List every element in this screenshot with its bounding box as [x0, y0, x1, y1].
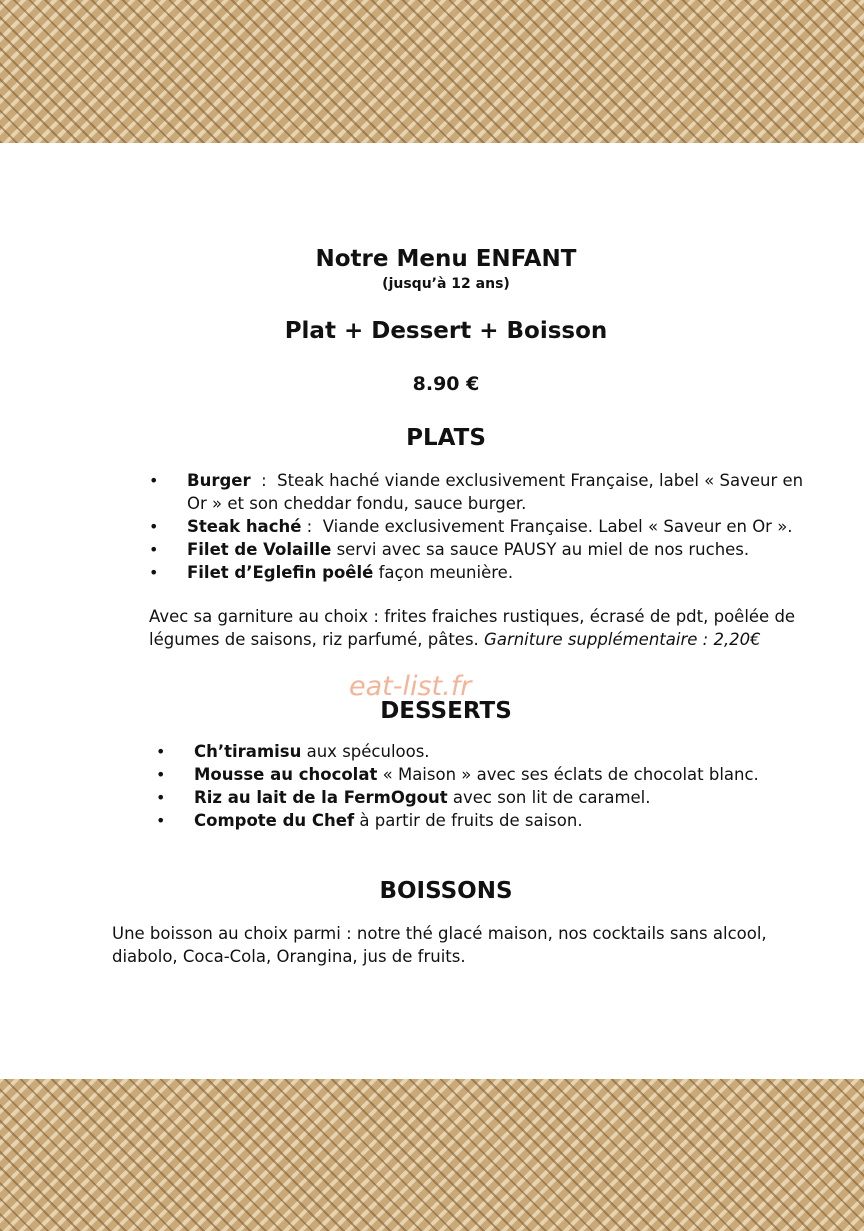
dish-separator: : [250, 471, 278, 490]
bullet-icon: • [149, 471, 159, 490]
list-item [156, 809, 834, 832]
dessert-name: Riz au lait de la FermOgout [194, 788, 448, 807]
bullet-icon: • [149, 540, 159, 559]
dish-description: Steak haché viande exclusivement Française, label « Saveur en Or » et son cheddar fondu, sauce burger. [187, 471, 804, 513]
dessert-description: « Maison » avec ses éclats de chocolat blanc. [382, 765, 759, 784]
dessert-description: aux spéculoos. [306, 742, 430, 761]
garniture-paragraph [149, 605, 829, 651]
desserts-heading: DESSERTS [380, 698, 512, 724]
dish-name: Filet d’Eglefin poêlé [187, 563, 374, 582]
menu-formula: Plat + Dessert + Boisson [284, 318, 608, 344]
woven-border-bottom [0, 1079, 864, 1231]
woven-border-top [0, 0, 864, 143]
plats-list [149, 469, 827, 584]
dish-description: Viande exclusivement Française. Label « Saveur en Or ». [322, 517, 793, 536]
bullet-icon: • [156, 811, 166, 830]
list-item [149, 538, 827, 561]
dish-name: Steak haché [187, 517, 302, 536]
watermark: eat-list.fr [349, 671, 472, 702]
bullet-icon: • [149, 517, 159, 536]
list-item [149, 469, 827, 515]
bullet-icon: • [156, 742, 166, 761]
list-item [149, 515, 827, 538]
bullet-icon: • [156, 765, 166, 784]
list-item [149, 561, 827, 584]
list-item [156, 740, 834, 763]
garniture-extra-price: Garniture supplémentaire : 2,20€ [484, 630, 761, 649]
dessert-description: à partir de fruits de saison. [359, 811, 583, 830]
boissons-paragraph: Une boisson au choix parmi : notre thé glacé maison, nos cocktails sans alcool, diabolo, Coca-Cola, Orangina, jus de fruits. [112, 924, 767, 966]
bullet-icon: • [156, 788, 166, 807]
boissons-heading: BOISSONS [379, 878, 513, 904]
menu-price: 8.90 € [412, 373, 480, 395]
dessert-name: Mousse au chocolat [194, 765, 378, 784]
dish-description: servi avec sa sauce PAUSY au miel de nos ruches. [336, 540, 750, 559]
plats-heading: PLATS [406, 425, 486, 451]
dish-name: Burger [187, 471, 251, 490]
dish-description: façon meunière. [378, 563, 514, 582]
dessert-name: Ch’tiramisu [194, 742, 302, 761]
dish-name: Filet de Volaille [187, 540, 332, 559]
list-item [156, 763, 834, 786]
age-limit-subtitle: (jusqu’à 12 ans) [382, 276, 510, 292]
dessert-description: avec son lit de caramel. [452, 788, 651, 807]
garniture-text: Avec sa garniture au choix : frites fraiches rustiques, écrasé de pdt, poêlée de légumes de saisons, riz parfumé, pâtes. [149, 607, 796, 649]
menu-title: Notre Menu ENFANT [315, 246, 577, 272]
bullet-icon: • [149, 563, 159, 582]
dessert-name: Compote du Chef [194, 811, 355, 830]
list-item [156, 786, 834, 809]
desserts-list [156, 740, 834, 832]
dish-separator: : [301, 517, 323, 536]
